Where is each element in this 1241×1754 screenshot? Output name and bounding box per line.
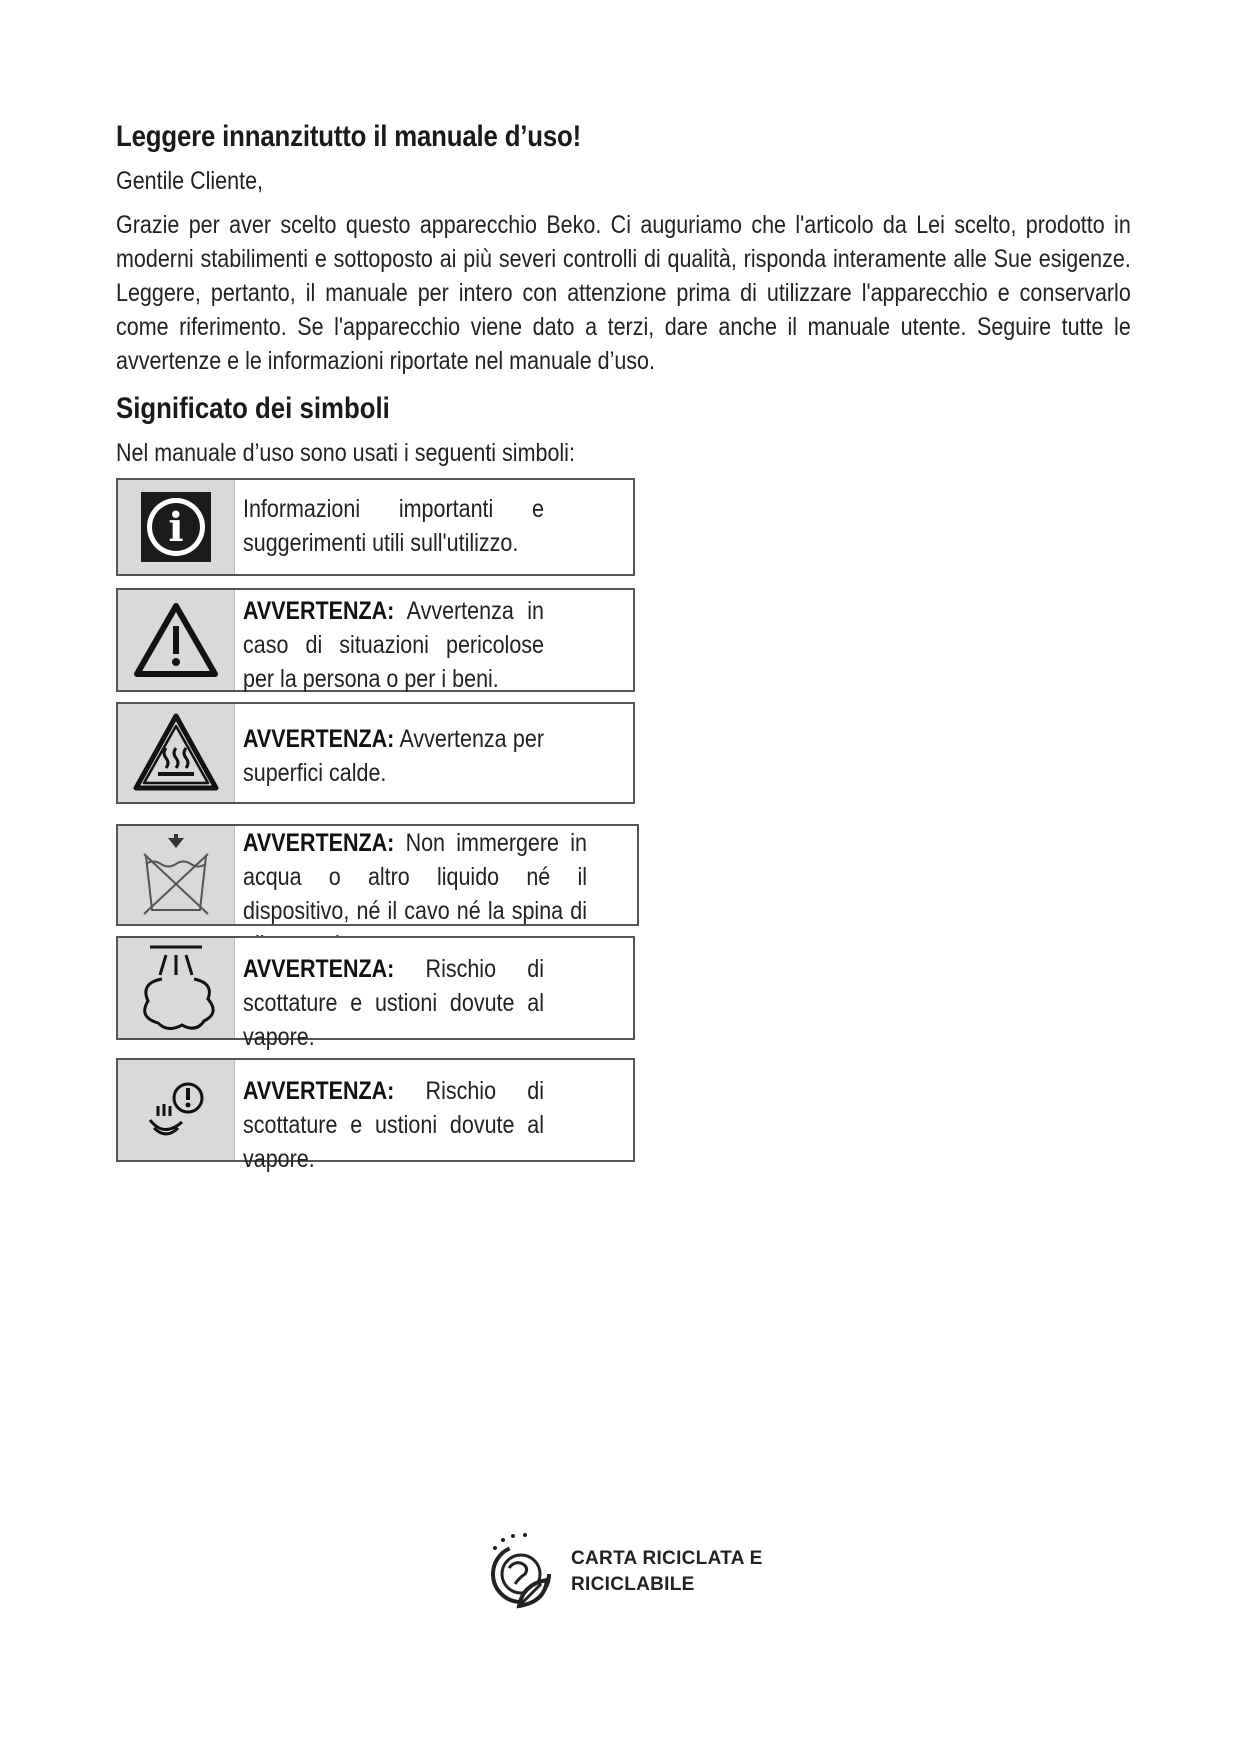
- intro-paragraph: Grazie per aver scelto questo apparecchio Beko. Ci auguriamo che l'articolo da Lei scelto, prodotto in moderni stabilimenti e sottoposto ai più severi controlli di qualità, risponda interamente alle Sue esigenze. Leggere, pertanto, il manuale per intero con attenzione prima di utilizzare l'apparecchio e conservarlo come riferimento. Se l'apparecchio viene dato a terzi, dare anche il manuale utente. Seguire tutte le avvertenze e le informazioni riportate nel manuale d’uso.: [116, 211, 1131, 375]
- warning-label: AVVERTENZA:: [243, 1077, 395, 1105]
- symbol-row-info: [116, 478, 635, 576]
- symbol-text: Avvertenza in caso di situazioni pericolose per la persona o per i beni.: [243, 597, 544, 693]
- page-title: Leggere innanzitutto il manuale d’uso!: [116, 120, 582, 153]
- steam-icon: [118, 938, 235, 1038]
- symbol-text: Rischio di scottature e ustioni dovute al vapore.: [243, 1077, 545, 1173]
- symbol-text: Rischio di scottature e ustioni dovute al vapore.: [243, 955, 545, 1051]
- svg-text:i: i: [168, 504, 184, 551]
- symbol-row-warning: [116, 588, 635, 692]
- symbols-intro: Nel manuale d’uso sono usati i seguenti simboli:: [116, 439, 575, 467]
- symbol-row-no-immersion: [116, 824, 639, 926]
- recycled-paper-badge: [485, 1530, 763, 1614]
- page-content: [116, 120, 1131, 478]
- symbol-text: Avvertenza per superfici calde.: [243, 725, 544, 787]
- symbol-row-hot-surface: [116, 702, 635, 804]
- warning-triangle-icon: [118, 590, 235, 690]
- steam-hand-warning-icon: [118, 1060, 235, 1160]
- symbol-text: Non immergere in acqua o altro liquido né il dispositivo, né il cavo né la spina di: [243, 829, 587, 925]
- warning-label: AVVERTENZA:: [243, 597, 395, 625]
- badge-line-2: RICICLABILE: [571, 1574, 695, 1595]
- symbol-text: Informazioni importanti e suggerimenti utili sull'utilizzo.: [243, 495, 544, 557]
- symbol-row-steam-hand: [116, 1058, 635, 1173]
- greeting: Gentile Cliente,: [116, 167, 264, 195]
- no-immersion-icon: [118, 826, 235, 924]
- info-icon: [118, 480, 235, 574]
- warning-label: AVVERTENZA:: [243, 955, 395, 983]
- warning-label: AVVERTENZA:: [243, 725, 395, 753]
- hot-surface-icon: [118, 704, 235, 802]
- recycled-paper-icon: [485, 1530, 561, 1614]
- badge-line-1: CARTA RICICLATA E: [571, 1548, 763, 1569]
- warning-label: AVVERTENZA:: [243, 829, 395, 857]
- symbol-row-steam: [116, 936, 635, 1051]
- symbols-heading: Significato dei simboli: [116, 392, 390, 425]
